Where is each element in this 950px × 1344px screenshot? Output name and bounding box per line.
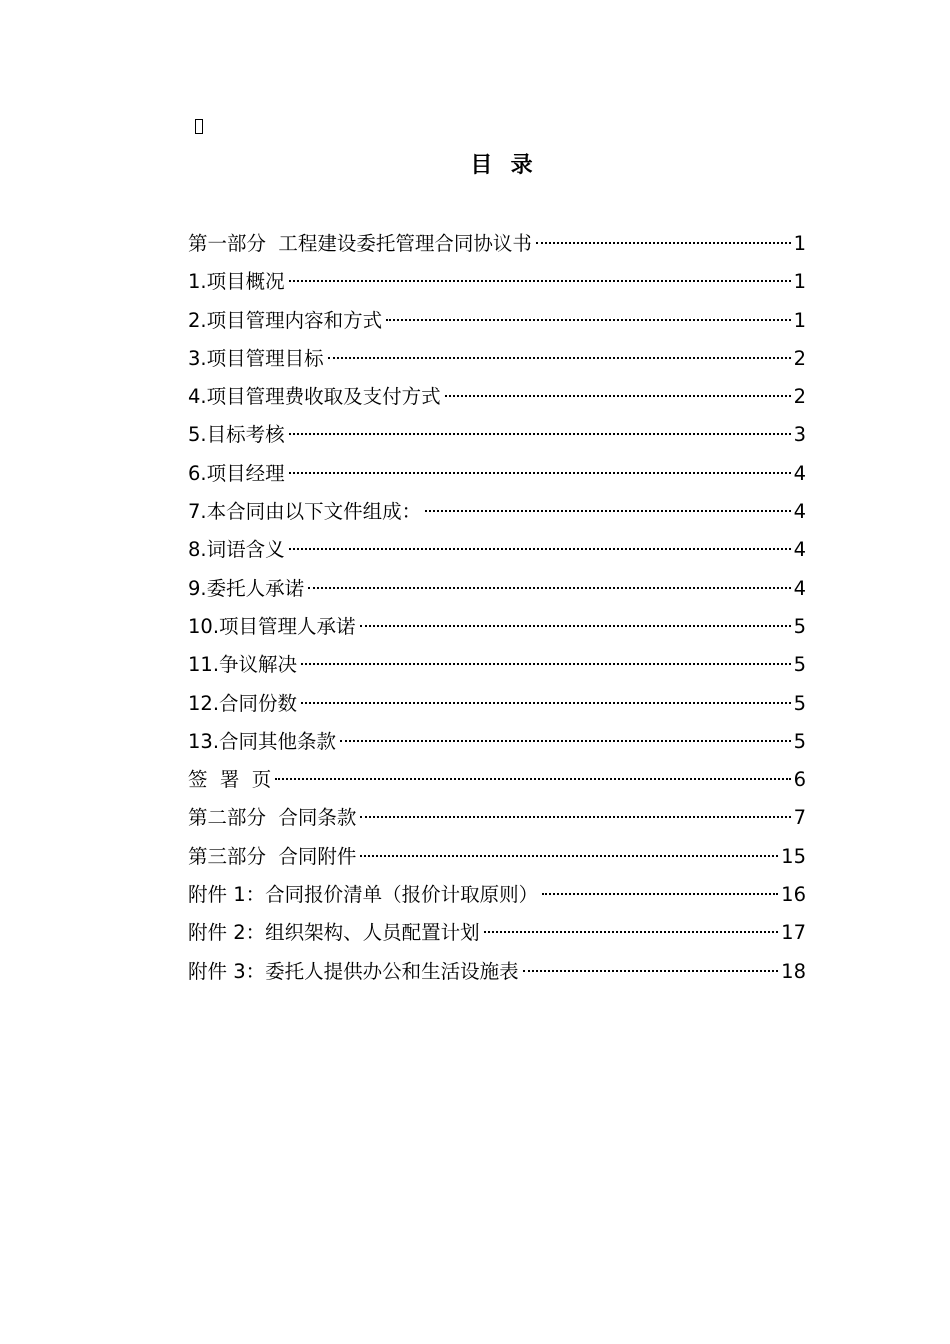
toc-entry-label: 10.项目管理人承诺 [188,614,356,638]
toc-entry-page-number: 4 [793,461,806,485]
toc-entry-label: 第二部分 合同条款 [188,806,357,830]
toc-dot-leader [386,319,790,321]
toc-entry-label: 附件 3：委托人提供办公和生活设施表 [188,959,519,983]
toc-dot-leader [308,587,790,589]
toc-entry-page-number: 1 [793,270,806,294]
toc-entry[interactable] [188,455,806,493]
toc-dot-leader [484,931,779,933]
toc-entry-page-number: 2 [793,385,806,409]
toc-dot-leader [360,816,790,818]
toc-entry-page-number: 2 [793,346,806,370]
toc-entry[interactable] [188,340,806,378]
placeholder-glyph-icon [195,119,203,134]
toc-entry[interactable] [188,531,806,569]
toc-entry-label: 1.项目概况 [188,270,285,294]
toc-entry-label: 13.合同其他条款 [188,729,337,753]
toc-entry[interactable] [188,608,806,646]
toc-entry[interactable] [188,570,806,608]
toc-entry-page-number: 18 [781,959,806,983]
toc-entry[interactable] [188,685,806,723]
toc-dot-leader [360,855,778,857]
toc-entry-page-number: 15 [781,844,806,868]
toc-entry-label: 附件 1：合同报价清单（报价计取原则） [188,883,539,907]
toc-entry-page-number: 4 [793,538,806,562]
toc-entry-label: 附件 2：组织架构、人员配置计划 [188,921,480,945]
toc-entry-label: 9.委托人承诺 [188,576,305,600]
toc-entry[interactable] [188,876,806,914]
toc-dot-leader [523,970,779,972]
toc-list [188,225,806,991]
toc-entry-label: 5.目标考核 [188,423,285,447]
toc-entry-page-number: 17 [781,921,806,945]
toc-dot-leader [445,395,791,397]
toc-entry-label: 2.项目管理内容和方式 [188,308,383,332]
toc-dot-leader [536,242,791,244]
toc-entry-page-number: 5 [793,691,806,715]
toc-entry-page-number: 4 [793,500,806,524]
toc-dot-leader [301,702,791,704]
toc-entry-page-number: 3 [793,423,806,447]
toc-dot-leader [360,625,791,627]
toc-entry[interactable] [188,838,806,876]
toc-entry[interactable] [188,953,806,991]
toc-entry-page-number: 1 [793,308,806,332]
toc-entry-label: 12.合同份数 [188,691,298,715]
toc-dot-leader [289,433,791,435]
toc-entry[interactable] [188,723,806,761]
toc-entry-label: 4.项目管理费收取及支付方式 [188,385,441,409]
toc-entry-label: 8.词语含义 [188,538,285,562]
toc-entry-label: 签 署 页 [188,768,272,792]
toc-dot-leader [289,280,791,282]
toc-entry-label: 第一部分 工程建设委托管理合同协议书 [188,232,532,255]
toc-entry[interactable] [188,416,806,454]
toc-entry-page-number: 4 [793,576,806,600]
toc-entry-label: 6.项目经理 [188,461,285,485]
toc-entry-page-number: 1 [793,232,806,255]
toc-entry[interactable] [188,493,806,531]
toc-dot-leader [328,357,791,359]
toc-entry[interactable] [188,263,806,301]
toc-entry-page-number: 7 [793,806,806,830]
toc-dot-leader [275,778,790,780]
toc-entry-label: 11.争议解决 [188,653,298,677]
toc-entry-page-number: 6 [793,768,806,792]
toc-dot-leader [542,893,778,895]
toc-dot-leader [425,510,790,512]
toc-entry-page-number: 5 [793,653,806,677]
toc-entry-label: 7.本合同由以下文件组成： [188,500,422,524]
toc-entry[interactable] [188,761,806,799]
toc-entry-page-number: 5 [793,614,806,638]
toc-dot-leader [289,472,791,474]
toc-entry-page-number: 5 [793,729,806,753]
toc-entry[interactable] [188,646,806,684]
toc-entry-page-number: 16 [781,883,806,907]
toc-entry[interactable] [188,799,806,837]
toc-entry[interactable] [188,378,806,416]
toc-entry[interactable] [188,914,806,952]
toc-entry[interactable] [188,225,806,263]
toc-entry-label: 3.项目管理目标 [188,346,324,370]
toc-title: 目 录 [470,152,534,178]
toc-entry-label: 第三部分 合同附件 [188,844,357,868]
toc-dot-leader [340,740,791,742]
toc-entry[interactable] [188,302,806,340]
toc-dot-leader [289,548,791,550]
toc-dot-leader [301,663,791,665]
